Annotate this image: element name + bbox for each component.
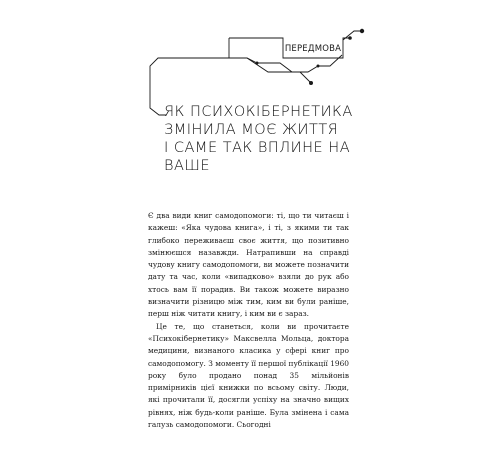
paragraph: Є два види книг самодопомоги: ті, що ти читаєш і кажеш: «Яка чудова книга», і ті, з якими ти так глибоко переживаєш своє життя, що позитивно змінюєшся назавжди. Натрапивши на справді чудову книгу самодопомоги, ви можете позначити дату та час, коли «випадково» взяли до рук або хтось вам її порадив. Ви також можете виразно визначити різницю між тим, ким ви були раніше, перш ніж читати книгу, і ким ви є зараз.: [148, 211, 349, 319]
section-label: ПЕРЕДМОВА: [284, 44, 342, 54]
chapter-title-line: ВАШЕ: [164, 158, 211, 174]
chapter-title-line: ЯК ПСИХОКІБЕРНЕТИКА: [164, 104, 353, 120]
paragraph: Це те, що станеться, коли ви прочитаєте «Психокібернетику» Максвелла Мольца, доктора медицини, визнаного класика у сфері книг про самодопомогу. З моменту її першої публікації 1960 року було продано понад 35 мільйонів примірників цієї книжки по всьому світу. Люди, які прочитали її, досягли успіху на значно вищих рівнях, ніж будь-коли раніше. Була змінена і сама галузь самодопомоги. Сьогодні: [148, 321, 349, 430]
body-text: [148, 210, 349, 431]
chapter-title-line: І САМЕ ТАК ВПЛИНЕ НА: [164, 140, 351, 156]
chapter-title-line: ЗМІНИЛА МОЄ ЖИТТЯ: [164, 122, 339, 138]
chapter-title: [164, 103, 354, 175]
